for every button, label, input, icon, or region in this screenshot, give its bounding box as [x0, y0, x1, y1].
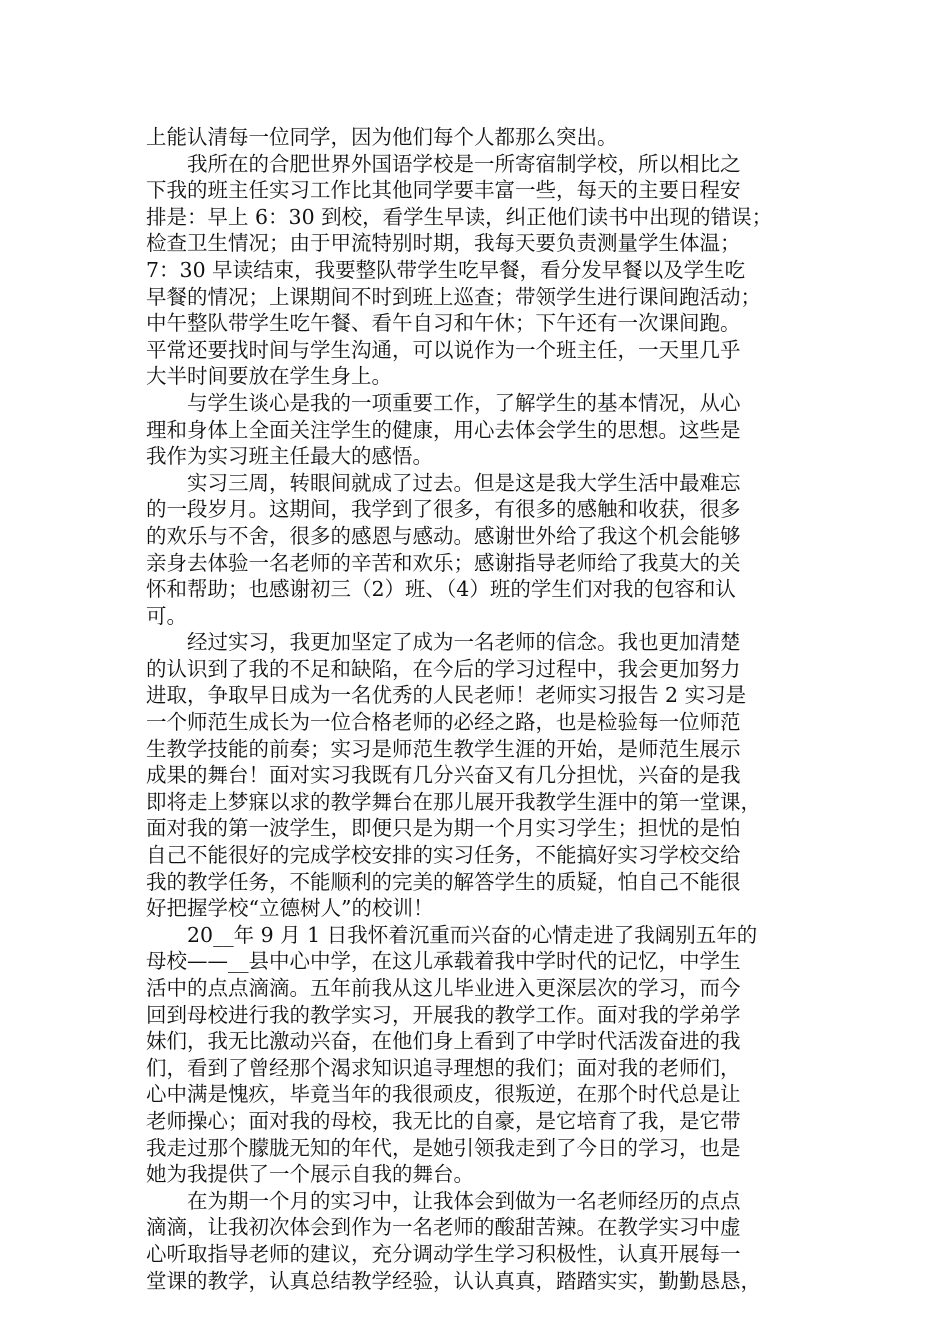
text-line: 进取，争取早日成为一名优秀的人民老师！老师实习报告 2 实习是	[146, 683, 747, 708]
text-line: 即将走上梦寐以求的教学舞台在那儿展开我教学生涯中的第一堂课，	[146, 789, 761, 814]
text-line: 我所在的合肥世界外国语学校是一所寄宿制学校，所以相比之	[146, 151, 741, 176]
text-line: 妹们，我无比激动兴奋，在他们身上看到了中学时代活泼奋进的我	[146, 1029, 741, 1054]
text-line: 老师操心；面对我的母校，我无比的自豪，是它培育了我，是它带	[146, 1108, 741, 1133]
text-line: 经过实习，我更加坚定了成为一名老师的信念。我也更加清楚	[146, 630, 741, 655]
document-body	[146, 124, 806, 1294]
text-line: 怀和帮助；也感谢初三（2）班、（4）班的学生们对我的包容和认	[146, 577, 736, 602]
text-line: 自己不能很好的完成学校安排的实习任务，不能搞好实习学校交给	[146, 843, 741, 868]
text-line: 实习三周，转眼间就成了过去。但是这是我大学生活中最难忘	[146, 470, 741, 495]
text-line: 心听取指导老师的建议，充分调动学生学习积极性，认真开展每一	[146, 1241, 741, 1266]
text-line: 心中满是愧疚，毕竟当年的我很顽皮，很叛逆，在那个时代总是让	[146, 1082, 741, 1107]
text-line: 母校——__县中心中学，在这儿承载着我中学时代的记忆，中学生	[146, 949, 741, 974]
text-line: 生教学技能的前奏；实习是师范生教学生涯的开始，是师范生展示	[146, 736, 741, 761]
text-line: 平常还要找时间与学生沟通，可以说作为一个班主任，一天里几乎	[146, 337, 741, 362]
text-line: 的一段岁月。这期间，我学到了很多，有很多的感触和收获，很多	[146, 497, 741, 522]
text-line: 好把握学校“立德树人”的校训！	[146, 896, 434, 921]
text-line: 下我的班主任实习工作比其他同学要丰富一些，每天的主要日程安	[146, 178, 741, 203]
text-line: 亲身去体验一名老师的辛苦和欢乐；感谢指导老师给了我莫大的关	[146, 550, 741, 575]
text-line: 滴滴，让我初次体会到作为一名老师的酸甜苦辣。在教学实习中虚	[146, 1215, 741, 1240]
text-line: 在为期一个月的实习中，让我体会到做为一名老师经历的点点	[146, 1188, 741, 1213]
text-line: 的欢乐与不舍，很多的感恩与感动。感谢世外给了我这个机会能够	[146, 523, 741, 548]
text-line: 回到母校进行我的教学实习，开展我的教学工作。面对我的学弟学	[146, 1002, 741, 1027]
text-line: 活中的点点滴滴。五年前我从这儿毕业进入更深层次的学习，而今	[146, 976, 741, 1000]
text-line: 们，看到了曾经那个渴求知识追寻理想的我们；面对我的老师们，	[146, 1055, 741, 1080]
text-line: 7：30 早读结束，我要整队带学生吃早餐，看分发早餐以及学生吃	[146, 257, 746, 282]
text-line: 堂课的教学，认真总结教学经验，认认真真，踏踏实实，勤勤恳恳，	[146, 1268, 761, 1293]
text-line: 20__年 9 月 1 日我怀着沉重而兴奋的心情走进了我阔别五年的	[146, 922, 758, 947]
text-line: 检查卫生情况；由于甲流特别时期，我每天要负责测量学生体温；	[146, 231, 741, 256]
text-line: 可。	[146, 603, 187, 628]
text-line: 大半时间要放在学生身上。	[146, 364, 392, 389]
text-line: 一个师范生成长为一位合格老师的必经之路，也是检验每一位师范	[146, 710, 741, 735]
text-line: 排是：早上 6：30 到校，看学生早读，纠正他们读书中出现的错误；	[146, 204, 773, 229]
text-line: 我的教学任务，不能顺利的完美的解答学生的质疑，怕自己不能很	[146, 869, 741, 894]
text-line: 成果的舞台！面对实习我既有几分兴奋又有几分担忧，兴奋的是我	[146, 763, 741, 788]
text-line: 我作为实习班主任最大的感悟。	[146, 444, 433, 469]
text-line: 我走过那个朦胧无知的年代，是她引领我走到了今日的学习，也是	[146, 1135, 741, 1160]
text-line: 中午整队带学生吃午餐、看午自习和午休；下午还有一次课间跑。	[146, 311, 741, 336]
text-line: 上能认清每一位同学，因为他们每个人都那么突出。	[146, 125, 618, 149]
text-line: 她为我提供了一个展示自我的舞台。	[146, 1162, 474, 1187]
text-line: 早餐的情况；上课期间不时到班上巡查；带领学生进行课间跑活动；	[146, 284, 761, 309]
text-line: 面对我的第一波学生，即便只是为期一个月实习学生；担忧的是怕	[146, 816, 741, 841]
text-line: 的认识到了我的不足和缺陷，在今后的学习过程中，我会更加努力	[146, 656, 741, 681]
text-line: 与学生谈心是我的一项重要工作，了解学生的基本情况，从心	[146, 390, 741, 415]
text-line: 理和身体上全面关注学生的健康，用心去体会学生的思想。这些是	[146, 417, 741, 442]
